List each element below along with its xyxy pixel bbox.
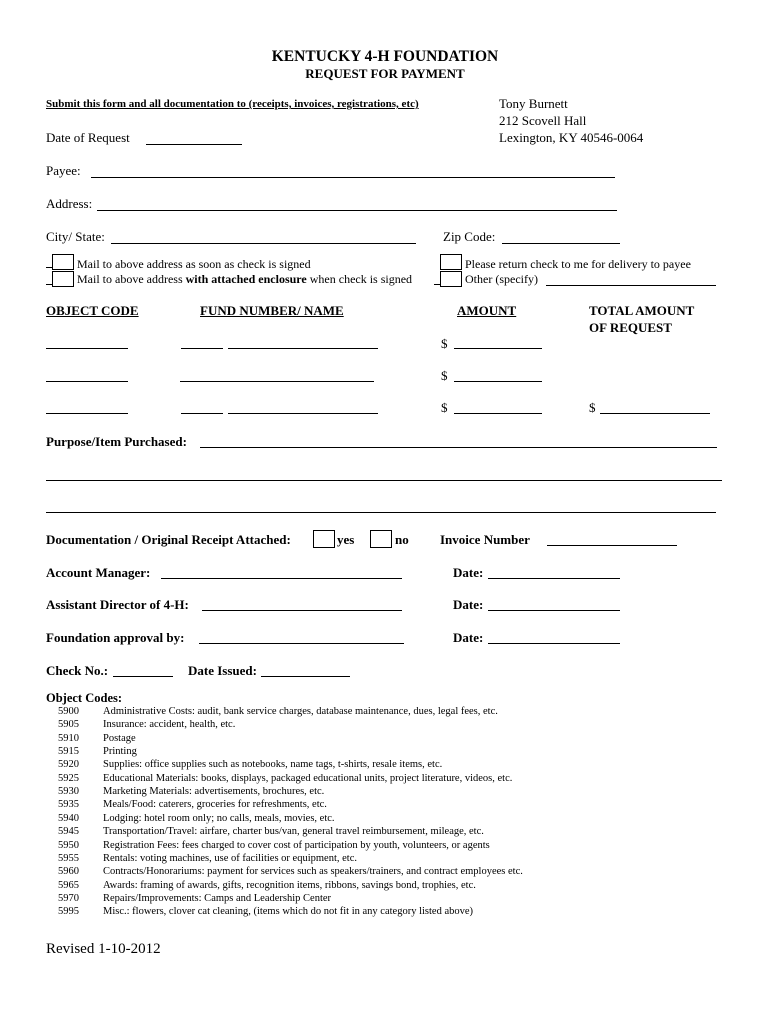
object-code-description: Administrative Costs: audit, bank service charges, database maintenance, dues, legal fees, etc. — [103, 706, 498, 717]
account-manager-date-field[interactable] — [488, 578, 620, 579]
yes-label: yes — [337, 532, 355, 547]
total-request-header: OF REQUEST — [589, 320, 672, 335]
object-code-header: OBJECT CODE — [46, 303, 139, 318]
assistant-director-label: Assistant Director of 4-H: — [46, 597, 189, 612]
object-code-description: Educational Materials: books, displays, packaged educational units, project literature, videos, etc. — [103, 772, 513, 784]
total-dollar-sign: $ — [589, 400, 596, 415]
purpose-label: Purpose/Item Purchased: — [46, 434, 187, 449]
mail-enclosure-text-pre: Mail to above address — [77, 272, 186, 286]
fund-number-field[interactable] — [181, 348, 223, 349]
amount-dollar-sign: $ — [441, 336, 448, 351]
object-code-number: 5960 — [58, 866, 79, 878]
object-code-description: Meals/Food: caterers, groceries for refreshments, etc. — [103, 799, 327, 811]
date-issued-field[interactable] — [261, 676, 350, 677]
submit-instruction: Submit this form and all documentation to (receipts, invoices, registrations, etc) — [46, 98, 419, 110]
amount-dollar-sign: $ — [441, 400, 448, 415]
total-amount-header: TOTAL AMOUNT — [589, 303, 695, 318]
date-of-request-field[interactable] — [146, 144, 242, 145]
invoice-number-field[interactable] — [547, 545, 677, 546]
foundation-approval-date-field[interactable] — [488, 643, 620, 644]
fund-name-field[interactable] — [228, 348, 378, 349]
yes-checkbox[interactable] — [313, 530, 335, 548]
object-code-number: 5945 — [58, 826, 79, 838]
date-of-request-label: Date of Request — [46, 130, 130, 145]
object-code-description: Lodging: hotel room only; no calls, meals, movies, etc. — [103, 812, 335, 824]
object-code-number: 5965 — [58, 879, 79, 891]
object-code-number: 5900 — [58, 706, 79, 717]
foundation-approval-label: Foundation approval by: — [46, 630, 185, 645]
city-state-field[interactable] — [111, 243, 416, 244]
object-code-description: Contracts/Honorariums: payment for services such as speakers/trainers, and contract employees etc. — [103, 866, 523, 878]
total-amount-field[interactable] — [600, 413, 710, 414]
amount-field[interactable] — [454, 413, 542, 414]
address-street: 212 Scovell Hall — [499, 113, 587, 128]
object-code-number: 5915 — [58, 746, 79, 758]
payee-label: Payee: — [46, 163, 81, 178]
revised-date: Revised 1-10-2012 — [46, 941, 161, 957]
assistant-director-field[interactable] — [202, 610, 402, 611]
form-subtitle: REQUEST FOR PAYMENT — [305, 66, 465, 81]
object-code-description: Transportation/Travel: airfare, charter bus/van, general travel reimbursement, mileage, etc. — [103, 826, 484, 838]
mail-signed-checkbox[interactable] — [52, 254, 74, 270]
city-state-label: City/ State: — [46, 229, 105, 244]
object-code-field[interactable] — [46, 413, 128, 414]
object-code-description: Repairs/Improvements: Camps and Leadership Center — [103, 892, 332, 904]
mail-signed-label: Mail to above address as soon as check is signed — [77, 257, 311, 271]
mail-enclosure-checkbox[interactable] — [52, 271, 74, 287]
return-check-checkbox[interactable] — [440, 254, 462, 270]
object-code-description: Awards: framing of awards, gifts, recognition items, ribbons, savings bond, trophies, etc. — [103, 879, 476, 891]
object-code-description: Insurance: accident, health, etc. — [103, 719, 236, 731]
return-check-label: Please return check to me for delivery to payee — [465, 257, 691, 271]
object-code-description: Registration Fees: fees charged to cover cost of participation by youth, volunteers, or agents — [103, 839, 490, 851]
object-code-number: 5905 — [58, 719, 79, 731]
amount-field[interactable] — [454, 381, 542, 382]
object-code-description: Marketing Materials: advertisements, brochures, etc. — [103, 786, 325, 798]
address-name: Tony Burnett — [499, 96, 568, 111]
zip-code-field[interactable] — [502, 243, 620, 244]
mail-enclosure-text-post: when check is signed — [306, 272, 413, 286]
object-code-description: Supplies: office supplies such as notebooks, name tags, t-shirts, resale items, etc. — [103, 759, 443, 771]
other-specify-field[interactable] — [546, 285, 716, 286]
object-codes-heading: Object Codes: — [46, 691, 123, 705]
purpose-field[interactable] — [200, 447, 717, 448]
object-code-number: 5940 — [58, 812, 79, 824]
object-code-description: Postage — [103, 732, 136, 744]
check-no-field[interactable] — [113, 676, 173, 677]
amount-dollar-sign: $ — [441, 368, 448, 383]
address-city: Lexington, KY 40546-0064 — [499, 130, 644, 145]
object-code-description: Printing — [103, 746, 137, 758]
account-manager-label: Account Manager: — [46, 565, 151, 580]
fund-number-field[interactable] — [181, 413, 223, 414]
object-code-number: 5995 — [58, 906, 79, 918]
purpose-field-line-3[interactable] — [46, 512, 716, 513]
form-title: KENTUCKY 4-H FOUNDATION — [271, 48, 499, 65]
object-code-field[interactable] — [46, 381, 128, 382]
address-label: Address: — [46, 196, 93, 211]
amount-header: AMOUNT — [457, 303, 517, 318]
other-label: Other (specify) — [465, 272, 538, 286]
check-no-label: Check No.: — [46, 663, 109, 678]
object-code-number: 5930 — [58, 786, 79, 798]
date-issued-label: Date Issued: — [188, 663, 257, 678]
mail-enclosure-label — [77, 272, 412, 287]
fund-name-field[interactable] — [228, 413, 378, 414]
object-code-number: 5950 — [58, 839, 79, 851]
payee-field[interactable] — [91, 177, 615, 178]
no-label: no — [395, 532, 409, 547]
account-manager-field[interactable] — [161, 578, 402, 579]
object-code-description: Rentals: voting machines, use of facilities or equipment, etc. — [103, 852, 357, 864]
object-code-number: 5925 — [58, 772, 79, 784]
other-checkbox[interactable] — [440, 271, 462, 287]
assistant-director-date-label: Date: — [453, 597, 484, 612]
fund-number-header: FUND NUMBER/ NAME — [200, 303, 344, 318]
object-code-field[interactable] — [46, 348, 128, 349]
object-code-number: 5970 — [58, 892, 79, 904]
assistant-director-date-field[interactable] — [488, 610, 620, 611]
zip-code-label: Zip Code: — [443, 229, 496, 244]
object-code-number: 5920 — [58, 759, 79, 771]
no-checkbox[interactable] — [370, 530, 392, 548]
foundation-approval-date-label: Date: — [453, 630, 484, 645]
object-code-number: 5955 — [58, 852, 79, 864]
purpose-field-line-2[interactable] — [46, 480, 722, 481]
documentation-label: Documentation / Original Receipt Attached: — [46, 532, 291, 547]
address-field[interactable] — [97, 210, 617, 211]
amount-field[interactable] — [454, 348, 542, 349]
account-manager-date-label: Date: — [453, 565, 484, 580]
object-code-number: 5910 — [58, 732, 79, 744]
object-code-number: 5935 — [58, 799, 79, 811]
foundation-approval-field[interactable] — [199, 643, 404, 644]
object-code-description: Misc.: flowers, clover cat cleaning, (items which do not fit in any category listed above) — [103, 906, 474, 918]
invoice-number-label: Invoice Number — [440, 532, 530, 547]
mail-enclosure-text-bold: with attached enclosure — [185, 272, 307, 286]
fund-number-field[interactable] — [180, 381, 374, 382]
